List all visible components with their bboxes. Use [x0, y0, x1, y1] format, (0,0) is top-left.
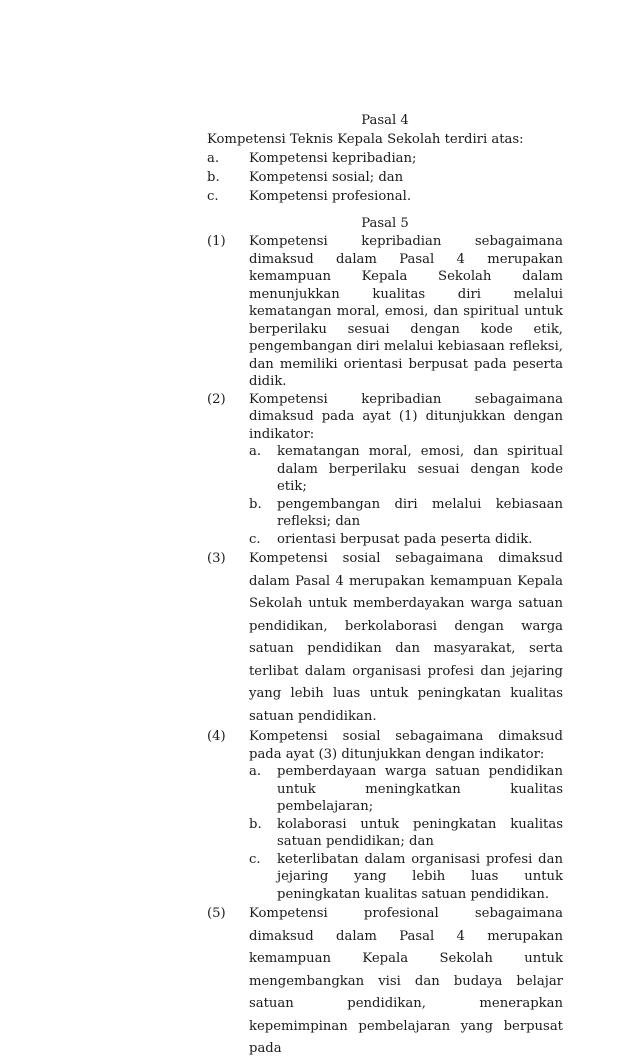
indicator-label: b. [249, 496, 262, 512]
item-label: a. [207, 151, 220, 166]
pasal-4-item-b [207, 168, 563, 187]
pasal-4-item-a [207, 149, 563, 168]
pasal-5-ayat-2 [207, 391, 563, 549]
item-text: Kompetensi sosial; dan [249, 170, 404, 185]
indicator-label: c. [249, 531, 261, 547]
indicator-text: pengembangan diri melalui kebiasaan refleksi; dan [277, 496, 563, 529]
pasal-4-intro: Kompetensi Teknis Kepala Sekolah terdiri atas: [207, 132, 524, 147]
ayat-text: Kompetensi profesional sebagaimana dimaksud dalam Pasal 4 merupakan kemampuan Kepala Sekolah untuk mengembangkan visi dan budaya belajar satuan pendidikan, menerapkan kepemimpinan pembelajaran yang berpusat pada [249, 906, 563, 1056]
indicator-item-c [249, 851, 563, 904]
indicator-text: kolaborasi untuk peningkatan kualitas satuan pendidikan; dan [277, 816, 563, 849]
indicator-item-a [249, 443, 563, 496]
ayat-number: (5) [207, 906, 226, 921]
ayat-number: (1) [207, 234, 226, 249]
ayat-text: Kompetensi sosial sebagaimana dimaksud pada ayat (3) ditunjukkan dengan indikator: [249, 729, 563, 762]
document-body [207, 111, 563, 1061]
indicator-text: kematangan moral, emosi, dan spiritual dalam berperilaku sesuai dengan kode etik; [277, 444, 563, 494]
indicator-text: keterlibatan dalam organisasi profesi dan jejaring yang lebih luas untuk peningkatan kualitas satuan pendidikan. [277, 851, 563, 902]
pasal-5-ayat-1 [207, 233, 563, 391]
item-label: b. [207, 170, 220, 185]
indicator-item-b [249, 496, 563, 531]
ayat-number: (4) [207, 729, 226, 744]
pasal-4-item-c [207, 187, 563, 206]
pasal-5-ayat-5 [207, 903, 563, 1061]
ayat-text: Kompetensi kepribadian sebagaimana dimaksud dalam Pasal 4 merupakan kemampuan Kepala Sekolah dalam menunjukkan kualitas diri melalui kematangan moral, emosi, dan spiritual untuk berperilaku sesuai dengan kode etik, pengembangan diri melalui kebiasaan refleksi, dan memiliki orientasi berpusat pada peserta didik. [249, 234, 563, 389]
indicator-item-c [249, 531, 563, 549]
indicator-label: c. [249, 851, 261, 867]
pasal-5-title: Pasal 5 [361, 216, 409, 231]
item-text: Kompetensi profesional. [249, 189, 412, 204]
ayat-number: (2) [207, 391, 226, 407]
ayat-text: Kompetensi kepribadian sebagaimana dimaksud pada ayat (1) ditunjukkan dengan indikator: [249, 391, 563, 442]
indicator-text: pemberdayaan warga satuan pendidikan untuk meningkatkan kualitas pembelajaran; [277, 764, 563, 814]
pasal-5-ayat-3 [207, 548, 563, 728]
item-text: Kompetensi kepribadian; [249, 151, 417, 166]
indicator-item-b [249, 816, 563, 851]
pasal-5-ayat-4 [207, 728, 563, 903]
indicator-label: a. [249, 444, 262, 459]
item-label: c. [207, 189, 219, 204]
ayat-number: (3) [207, 551, 226, 566]
indicator-label: a. [249, 764, 262, 779]
indicator-label: b. [249, 816, 262, 832]
indicator-text: orientasi berpusat pada peserta didik. [277, 531, 533, 547]
indicator-item-a [249, 763, 563, 816]
pasal-4-title: Pasal 4 [361, 113, 409, 128]
ayat-text: Kompetensi sosial sebagaimana dimaksud dalam Pasal 4 merupakan kemampuan Kepala Sekolah untuk memberdayakan warga satuan pendidikan, berkolaborasi dengan warga satuan pendidikan dan masyarakat, serta terlibat dalam organisasi profesi dan jejaring yang lebih luas untuk peningkatan kualitas satuan pendidikan. [249, 551, 563, 724]
